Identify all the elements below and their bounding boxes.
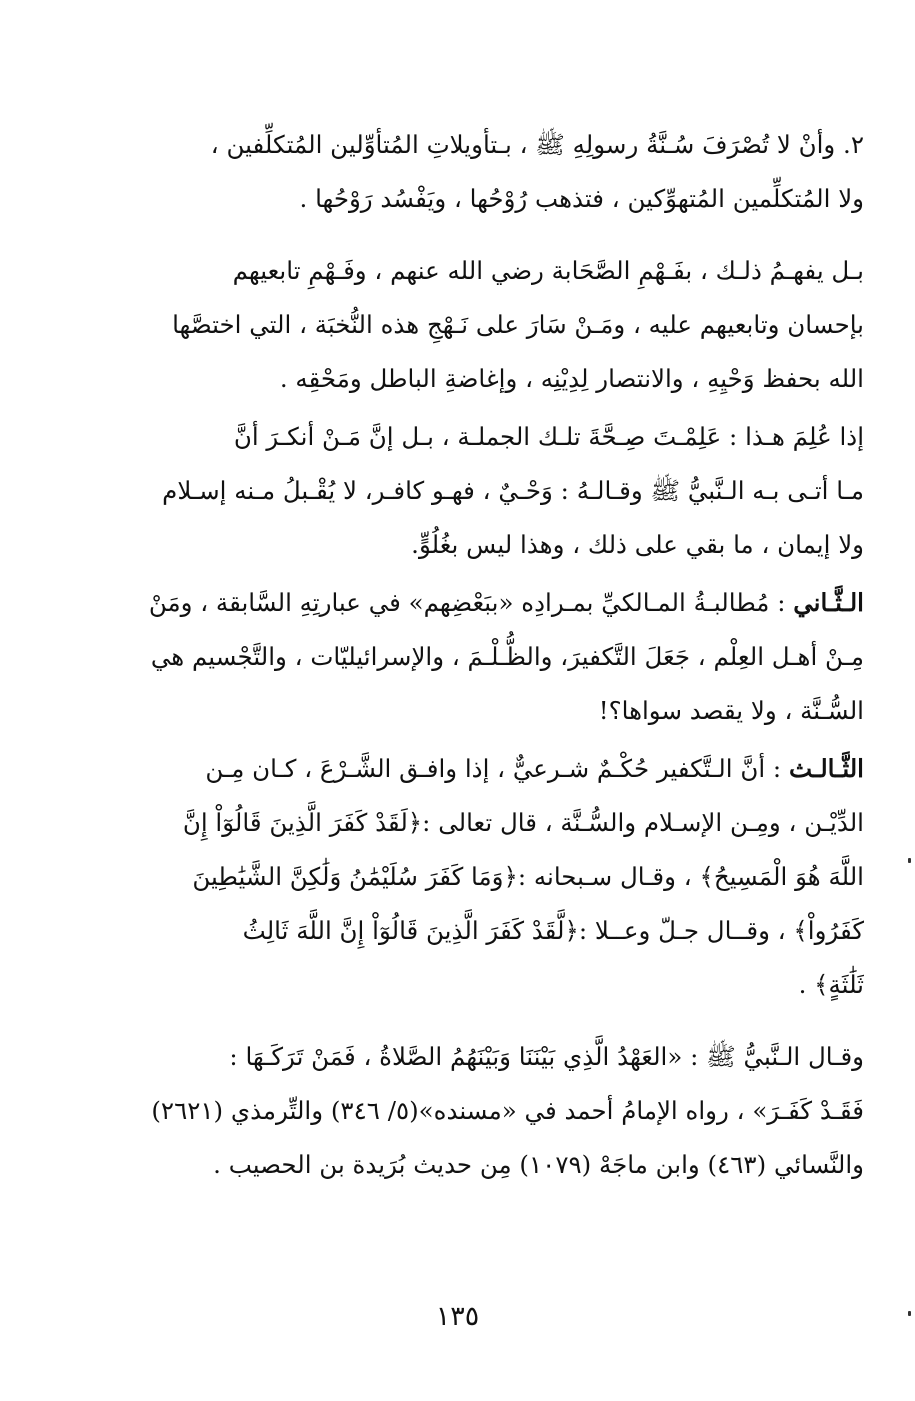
text-line: مِـنْ أهـل العِلْم ، جَعَلَ التَّكفيرَ، والظُّـلْـمَ ، والإسرائيليّات ، والتَّجْسيم هي — [150, 642, 864, 671]
section-lead-second: الـثَّـاني — [793, 588, 864, 617]
text-line: فَقَـدْ كَفَـرَ» ، رواه الإمامُ أحمد في «مسنده»(٥/ ٣٤٦) والتِّرمذي (٢٦٢١) — [151, 1096, 864, 1125]
text-line: ولا المُتكلِّمين المُتهوِّكين ، فتذهب رُوْحُها ، ويَفْسُد رَوْحُها . — [299, 184, 864, 213]
page-text — [84, 118, 864, 1192]
text-span: : مُطالبـةُ المـالكيِّ بمـرادِه «ببَعْضِهم» في عبارتِهِ السَّابقة ، ومَنْ — [148, 588, 794, 617]
text-line: بـل يفهـمُ ذلـك ، بفَـهْمِ الصَّحَابة رضي الله عنهم ، وفَـهْمِ تابعيهم — [232, 256, 864, 285]
text-line: إذا عُلِمَ هـذا : عَلِمْـتَ صِـحَّةَ تلـك الجملـة ، بـل إنَّ مَـنْ أنكـرَ أنَّ — [233, 422, 864, 451]
text-line: كَفَرُواْ﴾ ، وقــال جـلّ وعــلا :﴿لَّقَدْ كَفَرَ الَّذِينَ قَالُوٓاْ إِنَّ اللَّهَ ثَالِثُ — [242, 916, 864, 945]
scan-mark — [908, 858, 911, 863]
text-line: الله بحفظ وَحْيِهِ ، والانتصار لِدِيْنِه ، وإغاضةِ الباطل ومَحْقِه . — [279, 364, 864, 393]
scan-mark — [908, 1311, 911, 1316]
text-line: مـا أتـى بـه الـنَّبيُّ ﷺ وقـالـهُ : وَحْـيٌ ، فهـو كافـر، لا يُقْـبلُ مـنه إسـلام — [162, 476, 864, 505]
text-line: اللَّهَ هُوَ الْمَسِيحُ﴾ ، وقـال سـبحانه :﴿وَمَا كَفَرَ سُلَيْمَٰنُ وَلَٰكِنَّ الشَّيَٰطِينَ — [192, 862, 864, 891]
text-line: الدِّيْـن ، ومِـن الإسـلام والسُّـنَّة ، قال تعالى :﴿لَقَدْ كَفَرَ الَّذِينَ قَالُوٓاْ إِنَّ — [182, 808, 864, 837]
text-line: وقـال الـنَّبيُّ ﷺ : «العَهْدُ الَّذِي بَيْنَنَا وَبَيْنَهُمُ الصَّلاةُ ، فَمَنْ تَرَكَـهَا : — [229, 1042, 864, 1071]
text-line: ٢. وأنْ لا تُصْرَفَ سُـنَّةُ رسولِهِ ﷺ ، بـتأويلاتِ المُتأوِّلين المُتكلِّفين ، — [210, 130, 864, 159]
text-line: ولا إيمان ، ما بقي على ذلك ، وهذا ليس بغُلُوٍّ. — [411, 530, 864, 559]
text-line — [84, 576, 864, 630]
text-line: والنَّسائي (٤٦٣) وابن ماجَهْ (١٠٧٩) مِن حديث بُرَيدة بن الحصيب . — [213, 1150, 864, 1179]
text-span: : أنَّ الـتَّكفير حُكْـمٌ شـرعيٌّ ، إذا وافـق الشَّـرْعَ ، كـان مِـن — [205, 754, 789, 783]
page-number: ١٣٥ — [435, 1301, 480, 1332]
text-line: بإحسان وتابعيهم عليه ، ومَـنْ سَارَ على نَـهْجِ هذه النُّخبَة ، التي اختصَّها — [172, 310, 864, 339]
text-line: ثَلَٰثَةٍ﴾ . — [798, 970, 864, 999]
text-line: السُّـنَّة ، ولا يقصد سواها؟! — [598, 696, 864, 725]
text-line — [84, 742, 864, 796]
section-lead-third: الثَّـالـث — [788, 754, 864, 783]
